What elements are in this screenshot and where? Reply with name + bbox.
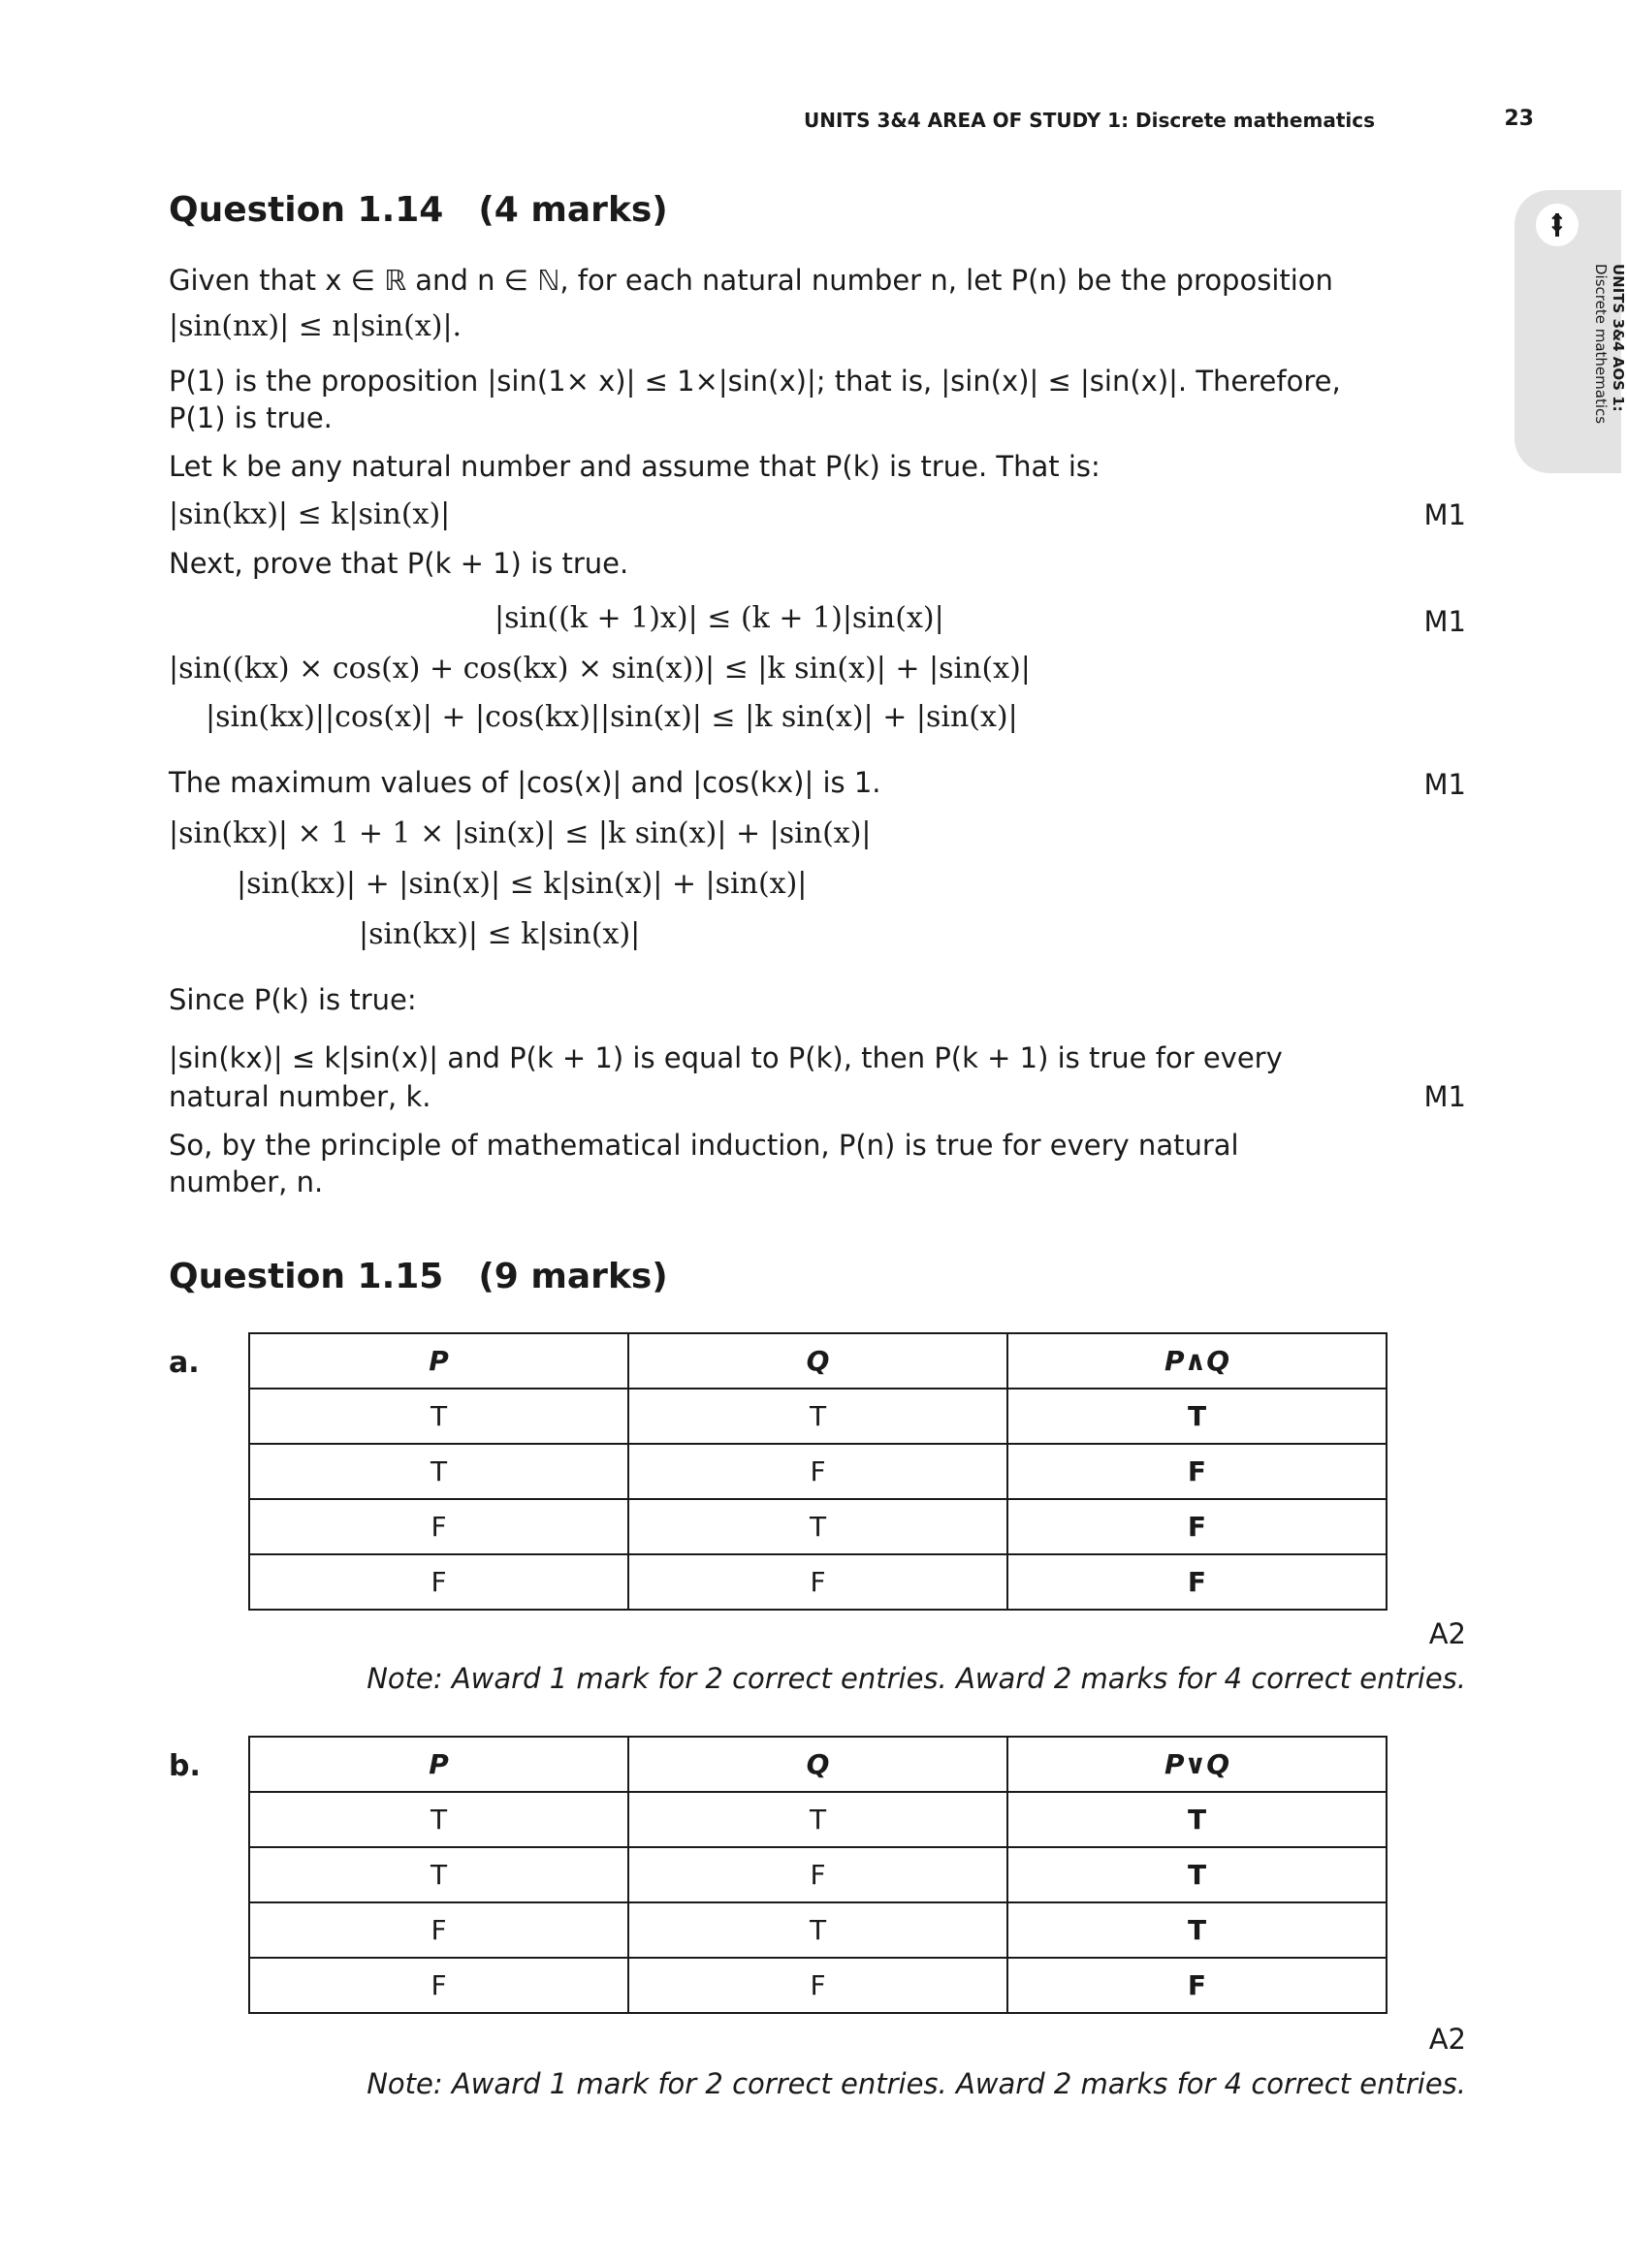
column-header: P∨Q [1007,1737,1387,1792]
table-row [249,1444,1387,1499]
question-title: Question 1.15 [169,1257,444,1296]
table-cell: F [628,1554,1007,1610]
question-1-15-title [169,1257,668,1296]
q14-base-case-cont: P(1) is true. [169,401,333,434]
q14-final-cont: number, n. [169,1166,324,1198]
table-cell: F [628,1847,1007,1902]
truth-table-and [248,1332,1388,1611]
q14-base-case: P(1) is the proposition |sin(1× x)| ≤ 1×|sin(x)|; that is, |sin(x)| ≤ |sin(x)|. Therefore, [169,365,1341,398]
table-cell: T [628,1902,1007,1958]
side-tab-line1: UNITS 3&4 AOS 1: [1610,264,1627,412]
table-cell-result: T [1007,1902,1387,1958]
q14-conclusion: |sin(kx)| ≤ k|sin(x)| and P(k + 1) is equal to P(k), then P(k + 1) is true for every [169,1041,1283,1074]
q14-eq4: |sin(kx)| × 1 + 1 × |sin(x)| ≤ |k sin(x)| + |sin(x)| [169,816,872,850]
mark-m1: M1 [1423,605,1466,638]
table-row [249,1389,1387,1444]
side-tab-label [1592,264,1627,424]
table-cell: T [249,1444,628,1499]
table-cell: F [249,1499,628,1554]
q14-final: So, by the principle of mathematical induction, P(n) is true for every natural [169,1129,1239,1162]
table-cell: F [628,1958,1007,2013]
side-tab [1515,190,1627,473]
question-marks: (9 marks) [478,1257,668,1296]
mark-m1: M1 [1423,1080,1466,1113]
table-row [249,1554,1387,1610]
marking-note: Note: Award 1 mark for 2 correct entries. Award 2 marks for 4 correct entries. [367,2067,1466,2100]
table-cell: T [249,1847,628,1902]
table-row [249,1792,1387,1847]
table-cell-result: F [1007,1958,1387,2013]
running-header: UNITS 3&4 AREA OF STUDY 1: Discrete mathematics [804,109,1375,132]
table-row [249,1499,1387,1554]
table-cell-result: T [1007,1792,1387,1847]
q14-next: Next, prove that P(k + 1) is true. [169,547,629,580]
part-a-label: a. [169,1346,200,1380]
column-header: P∧Q [1007,1333,1387,1389]
q14-intro: Given that x ∈ ℝ and n ∈ ℕ, for each natural number n, let P(n) be the proposition [169,264,1333,297]
table-header-row [249,1737,1387,1792]
truth-table-or [248,1736,1388,2014]
table-cell-result: F [1007,1554,1387,1610]
award-a2: A2 [1428,2023,1466,2056]
page-number: 23 [1504,107,1534,131]
question-title: Question 1.14 [169,190,444,230]
table-row [249,1847,1387,1902]
question-1-14-title [169,190,668,230]
question-marks: (4 marks) [478,190,668,230]
q14-eq6: |sin(kx)| ≤ k|sin(x)| [359,917,641,951]
column-header: P [249,1737,628,1792]
table-cell: F [249,1958,628,2013]
table-cell: T [249,1389,628,1444]
mark-m1: M1 [1423,498,1466,531]
table-row [249,1958,1387,2013]
table-cell-result: T [1007,1389,1387,1444]
award-a2: A2 [1428,1617,1466,1650]
column-header: P [249,1333,628,1389]
q14-max-values: The maximum values of |cos(x)| and |cos(kx)| is 1. [169,766,881,799]
column-header: Q [628,1737,1007,1792]
table-cell: F [249,1554,628,1610]
table-cell: T [249,1792,628,1847]
marking-note: Note: Award 1 mark for 2 correct entries. Award 2 marks for 4 correct entries. [367,1662,1466,1695]
q14-assume: Let k be any natural number and assume that P(k) is true. That is: [169,450,1101,483]
table-cell-result: F [1007,1444,1387,1499]
up-down-arrow-icon [1536,204,1579,246]
q14-eq2: |sin((kx) × cos(x) + cos(kx) × sin(x))| ≤ |k sin(x)| + |sin(x)| [169,652,1031,686]
part-b-label: b. [169,1749,201,1783]
table-cell-result: T [1007,1847,1387,1902]
table-row [249,1902,1387,1958]
table-cell: F [249,1902,628,1958]
column-header: Q [628,1333,1007,1389]
q14-eq5: |sin(kx)| + |sin(x)| ≤ k|sin(x)| + |sin(x)| [237,867,808,901]
q14-since: Since P(k) is true: [169,983,417,1016]
q14-proposition: |sin(nx)| ≤ n|sin(x)|. [169,309,463,343]
q14-eq3: |sin(kx)||cos(x)| + |cos(kx)||sin(x)| ≤ |k sin(x)| + |sin(x)| [206,700,1018,734]
q14-assume-eq: |sin(kx)| ≤ k|sin(x)| [169,497,451,531]
q14-eq1: |sin((k + 1)x)| ≤ (k + 1)|sin(x)| [494,601,944,635]
table-cell: T [628,1389,1007,1444]
q14-conclusion-cont: natural number, k. [169,1080,431,1113]
table-header-row [249,1333,1387,1389]
table-cell: F [628,1444,1007,1499]
table-cell-result: F [1007,1499,1387,1554]
side-tab-line2: Discrete mathematics [1592,264,1610,425]
table-cell: T [628,1499,1007,1554]
mark-m1: M1 [1423,768,1466,801]
table-cell: T [628,1792,1007,1847]
